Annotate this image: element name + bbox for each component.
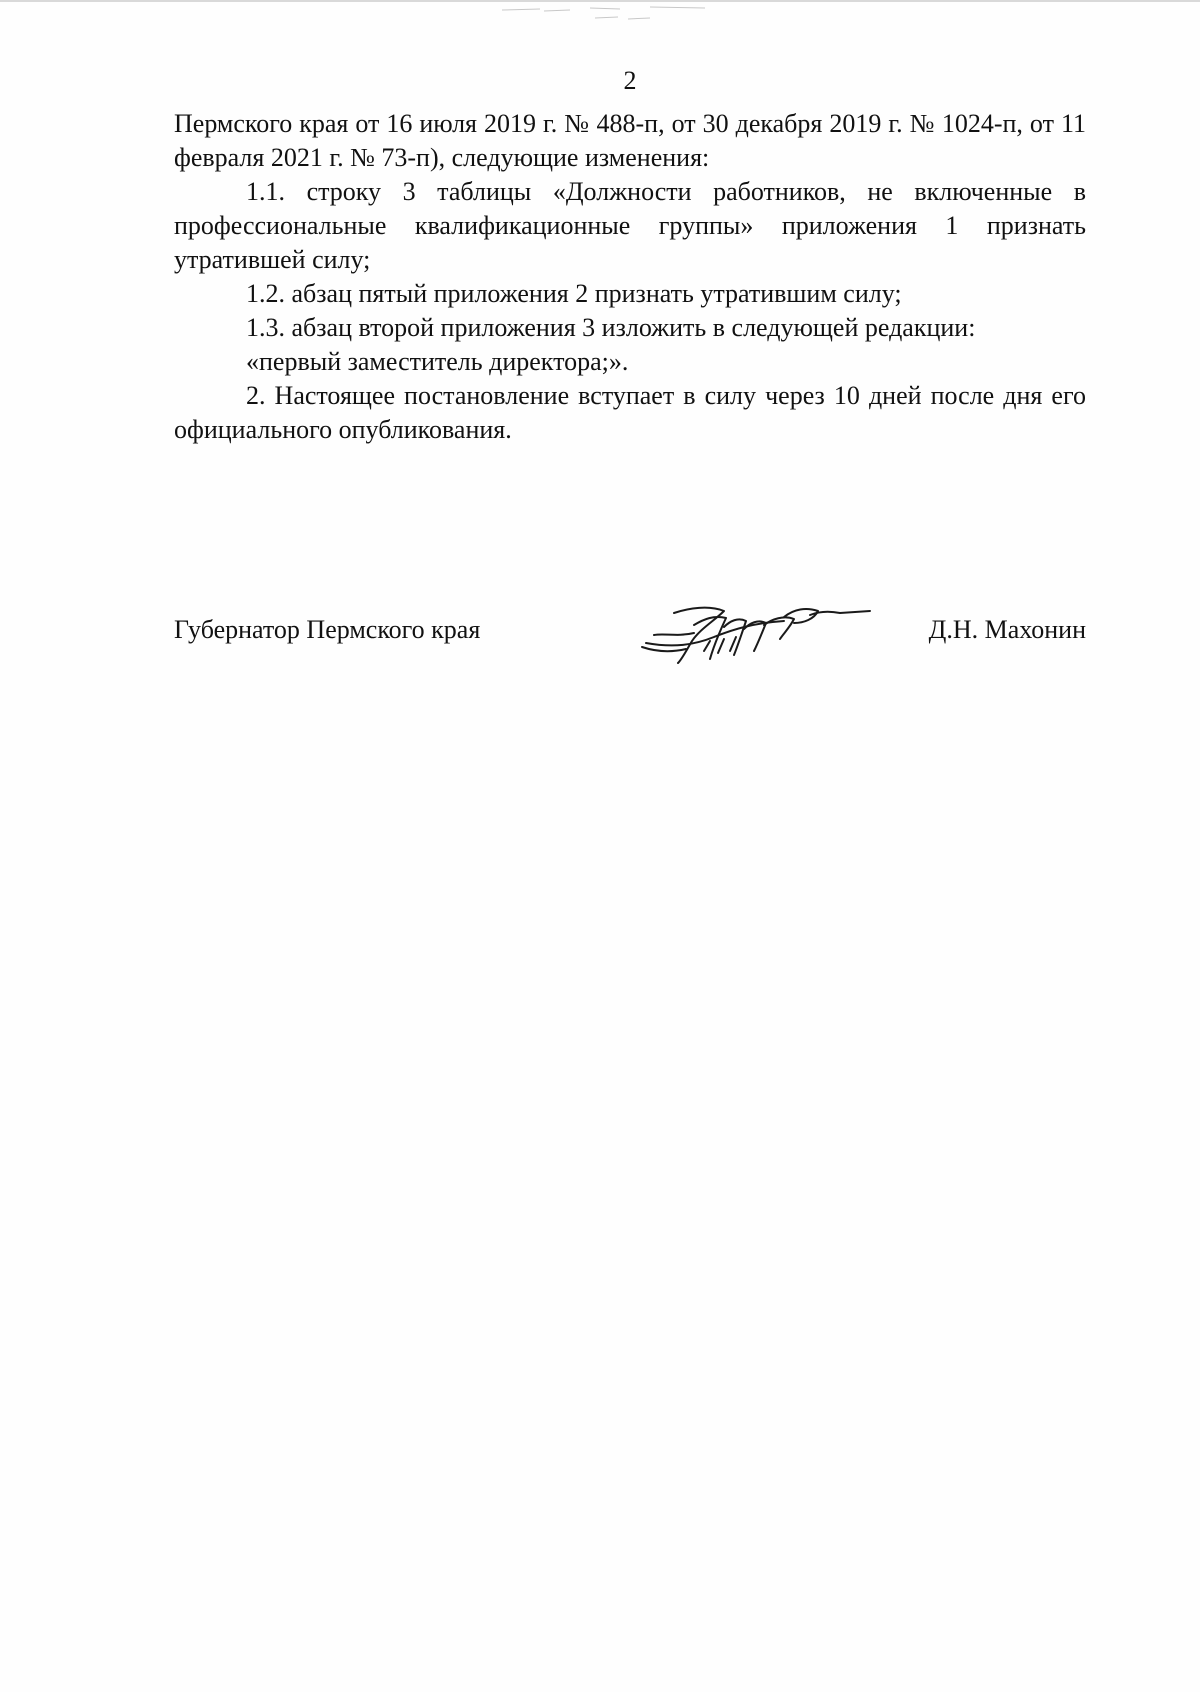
paragraph: «первый заместитель директора;». [246,347,629,376]
paragraph: 1.2. абзац пятый приложения 2 признать утратившим силу; [246,279,902,308]
signature-block [174,598,1086,678]
page-number: 2 [623,66,637,95]
paragraph: 1.3. абзац второй приложения 3 изложить в следующей редакции: [246,313,976,342]
scan-edge [0,0,1200,2]
scan-artifact-icon [500,4,710,22]
paragraph: 2. Настоящее постановление вступает в силу через 10 дней после дня его официального опубликования. [174,381,1086,444]
paragraph: Пермского края от 16 июля 2019 г. № 488-п, от 30 декабря 2019 г. № 1024-п, от 11 февраля 2021 г. № 73-п), следующие изменения: [174,109,1086,172]
signatory-title: Губернатор Пермского края [174,615,481,644]
document-body [174,107,1086,447]
signatory-name: Д.Н. Махонин [928,615,1086,644]
paragraph: 1.1. строку 3 таблицы «Должности работников, не включенные в профессиональные квалификационные группы» приложения 1 признать утратившей силу; [174,177,1086,274]
handwritten-signature-icon [634,593,874,668]
